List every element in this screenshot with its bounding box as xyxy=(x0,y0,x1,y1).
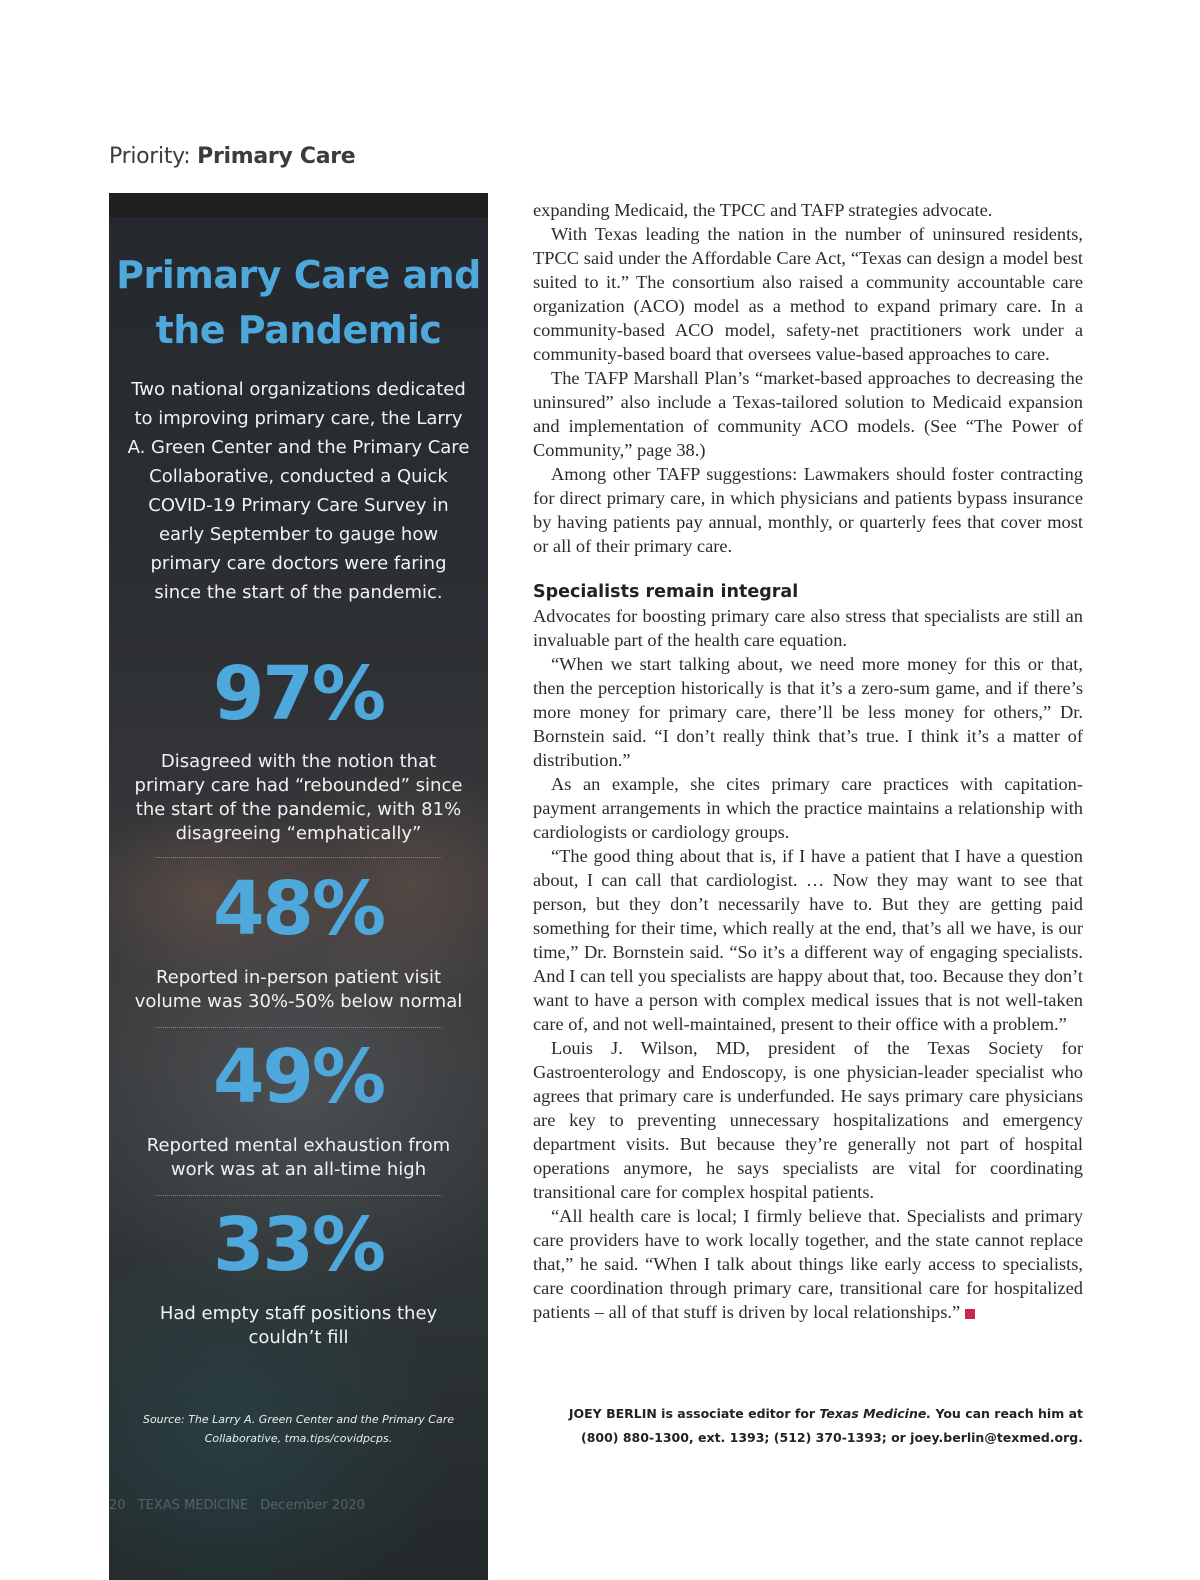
stat-desc-1: Disagreed with the notion that primary care had “rebounded” since the start of the pandemic, with 81% disagreeing “emphatically” xyxy=(134,751,463,844)
paragraph: With Texas leading the nation in the number of uninsured residents, TPCC said under the Affordable Care Act, “Texas can design a model best suited to it.” The consortium also raised a community accountable care organization (ACO) model as a method to expand primary care. In a community-based ACO model, safety-net practitioners work under a community-based board that oversees value-based approaches to care. xyxy=(533,224,1083,364)
paragraph-final-text: “All health care is local; I firmly believe that. Specialists and primary care providers have to work locally together, and the state cannot replace that,” he said. “When I talk about things like early access to specialists, care coordination through primary care, transitional care for hospitalized patients – all of that stuff is driven by local relationships.” xyxy=(533,1206,1083,1322)
author-bio-line1 xyxy=(533,1402,1083,1426)
paragraph: “The good thing about that is, if I have a patient that I have a question about, I can call that cardiologist. … Now they may want to see that person, but they don’t necessarily have to. But they are getting paid something for their time, which really at the end, that’s all we have, is our time,” Dr. Bornstein said. “So it’s a different way of engaging specialists. And I can tell you specialists are happy about that, too. Because they don’t want to have a person with complex medical issues that is not well-taken care of, and not well-maintained, present to their office with a problem.” xyxy=(533,846,1083,1034)
paragraph: Among other TAFP suggestions: Lawmakers should foster contracting for direct primary care, in which physicians and patients bypass insurance by having patients pay annual, monthly, or quarterly fees that cover most or all of their primary care. xyxy=(533,464,1083,556)
stat-desc-2: Reported in-person patient visit volume was 30%-50% below normal xyxy=(134,967,463,1012)
sidebar-title-line2: the Pandemic xyxy=(155,308,442,352)
paragraph: Advocates for boosting primary care also stress that specialists are still an invaluable part of the health care equation. xyxy=(533,606,1083,650)
end-mark-icon xyxy=(965,1309,975,1319)
subheading: Specialists remain integral xyxy=(533,582,799,602)
sidebar-top-band xyxy=(109,193,488,217)
page-folio xyxy=(109,1498,373,1513)
section-title: Primary Care xyxy=(197,144,356,169)
paragraph: expanding Medicaid, the TPCC and TAFP strategies advocate. xyxy=(533,200,993,220)
stat-value-2: 48% xyxy=(212,866,385,952)
sidebar-source: Source: The Larry A. Green Center and the Primary Care Collaborative, tma.tips/covidpcps. xyxy=(142,1413,455,1445)
paragraph: Louis J. Wilson, MD, president of the Texas Society for Gastroenterology and Endoscopy, is one physician-leader specialist who agrees that primary care is underfunded. He says primary care physicians are key to preventing unnecessary hospitalizations and emergency department visits. But because they’re generally not part of hospital operations anymore, he says specialists are vital for coordinating transitional care for complex hospital patients. xyxy=(533,1038,1083,1202)
stat-value-1: 97% xyxy=(212,651,385,737)
bio-suffix: You can reach him at xyxy=(931,1406,1083,1421)
folio-date: December 2020 xyxy=(260,1498,365,1513)
paragraph: “When we start talking about, we need more money for this or that, then the perception historically is that it’s a zero-sum game, and if there’s more money for primary care, there’ll be less money for others,” Dr. Bornstein said. “I don’t really think that’s true. I think it’s a matter of distribution.” xyxy=(533,654,1083,770)
folio-magazine: TEXAS MEDICINE xyxy=(137,1498,249,1513)
author-bio-contact: (800) 880-1300, ext. 1393; (512) 370-1393; or joey.berlin@texmed.org. xyxy=(580,1430,1083,1445)
stat-desc-4: Had empty staff positions they couldn’t fill xyxy=(159,1303,438,1348)
section-label: Priority: xyxy=(109,144,191,169)
stat-divider xyxy=(155,1195,442,1196)
bio-publication: Texas Medicine. xyxy=(819,1406,932,1421)
paragraph: The TAFP Marshall Plan’s “market-based approaches to decreasing the uninsured” also include a Texas-tailored solution to Medicaid expansion and implementation of community ACO models. (See “The Power of Community,” page 38.) xyxy=(533,368,1083,460)
stat-value-4: 33% xyxy=(212,1202,385,1288)
author-bio xyxy=(533,1402,1083,1450)
stat-divider xyxy=(155,1027,442,1028)
section-header xyxy=(109,144,355,169)
article-column xyxy=(533,198,1083,1324)
bio-prefix: JOEY BERLIN is associate editor for xyxy=(568,1406,820,1421)
sidebar-panel xyxy=(109,193,488,1580)
folio-page-number: 20 xyxy=(109,1498,126,1513)
paragraph-final xyxy=(533,1204,1083,1324)
sidebar-intro: Two national organizations dedicated to improving primary care, the Larry A. Green Center and the Primary Care Collaborative, conducted a Quick COVID-19 Primary Care Survey in early September to gauge how primary care doctors were faring since the start of the pandemic. xyxy=(127,379,470,603)
stat-value-3: 49% xyxy=(212,1034,385,1120)
stat-divider xyxy=(155,857,442,858)
stat-desc-3: Reported mental exhaustion from work was at an all-time high xyxy=(146,1135,451,1180)
paragraph: As an example, she cites primary care practices with capitation-payment arrangements in which the practice maintains a relationship with cardiologists or cardiology groups. xyxy=(533,774,1083,842)
sidebar-title xyxy=(109,248,488,358)
sidebar-title-line1: Primary Care and xyxy=(116,253,481,297)
